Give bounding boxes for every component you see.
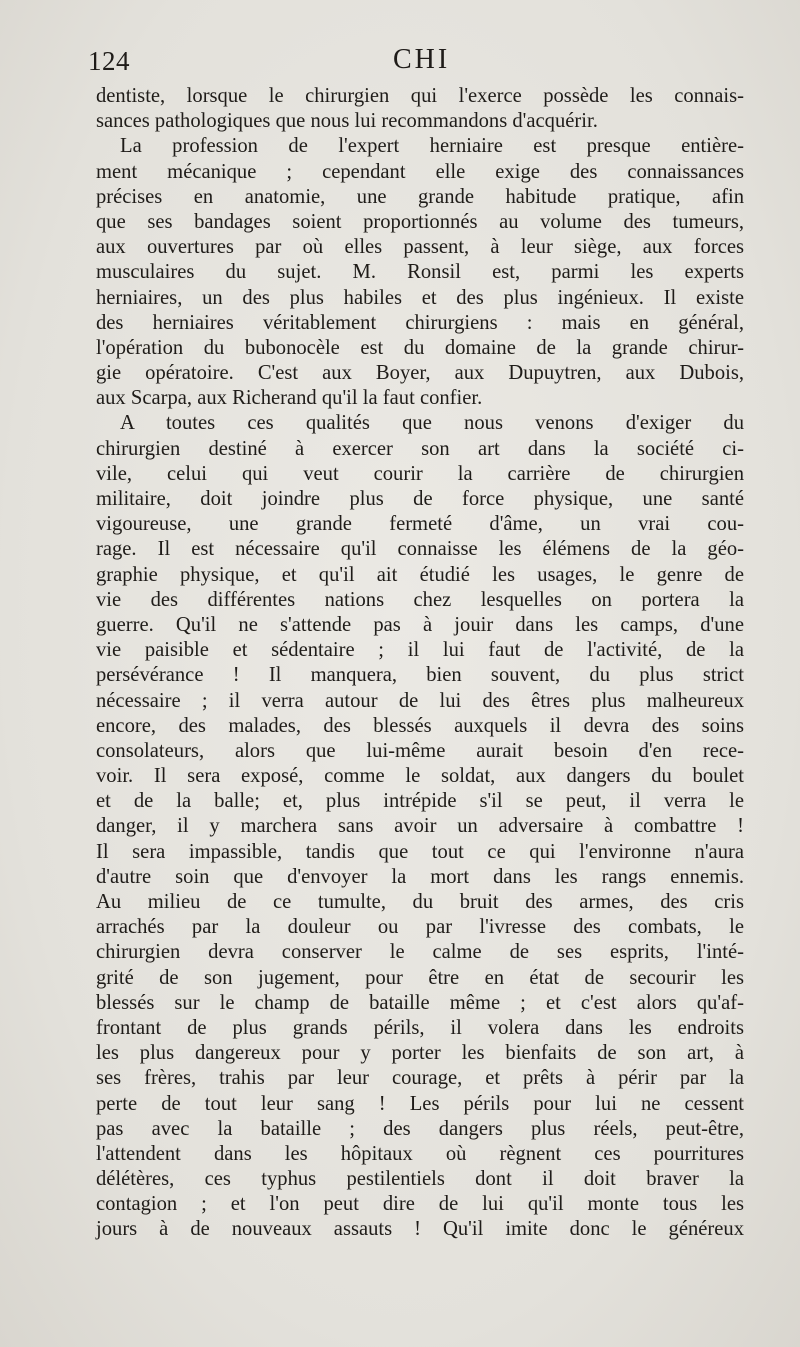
text-line: La profession de l'expert herniaire est presque entière- — [120, 135, 744, 158]
text-line: persévérance ! Il manquera, bien souvent, du plus strict — [96, 664, 744, 687]
text-line: militaire, doit joindre plus de force physique, une santé — [96, 488, 744, 510]
text-line: pas avec la bataille ; des dangers plus réels, peut-être, — [96, 1117, 744, 1140]
text-line: graphie physique, et qu'il ait étudié les usages, le genre de — [96, 563, 744, 586]
text-line: ses frères, trahis par leur courage, et prêts à périr par la — [96, 1067, 744, 1090]
page-header — [88, 44, 752, 84]
text-line: arrachés par la douleur ou par l'ivresse des combats, le — [96, 916, 744, 939]
text-line: sances pathologiques que nous lui recommandons d'acquérir. — [96, 110, 598, 133]
text-line: chirurgien devra conserver le calme de ses esprits, l'inté- — [96, 941, 744, 964]
text-line: consolateurs, alors que lui-même aurait besoin d'en rece- — [96, 739, 744, 762]
text-line: des herniaires véritablement chirurgiens : mais en général, — [96, 311, 744, 334]
text-line: Il sera impassible, tandis que tout ce qui l'environne n'aura — [96, 840, 744, 863]
text-line: gie opératoire. C'est aux Boyer, aux Dupuytren, aux Dubois, — [96, 362, 744, 385]
text-line: l'attendent dans les hôpitaux où règnent ces pourritures — [96, 1142, 744, 1165]
text-line: l'opération du bubonocèle est du domaine de la grande chirur- — [96, 336, 744, 359]
text-line: ment mécanique ; cependant elle exige des connaissances — [96, 160, 744, 183]
text-line: précises en anatomie, une grande habitude pratique, afin — [96, 185, 744, 208]
text-line: A toutes ces qualités que nous venons d'exiger du — [120, 412, 744, 435]
text-line: contagion ; et l'on peut dire de lui qu'il monte tous les — [96, 1193, 744, 1216]
text-line: encore, des malades, des blessés auxquels il devra des soins — [96, 714, 744, 737]
text-line: frontant de plus grands périls, il volera dans les endroits — [96, 1016, 744, 1039]
text-line: herniaires, un des plus habiles et des plus ingénieux. Il existe — [96, 286, 744, 309]
text-line: musculaires du sujet. M. Ronsil est, parmi les experts — [96, 261, 744, 284]
page-number: 124 — [88, 46, 130, 76]
text-line: et de la balle; et, plus intrépide s'il se peut, il verra le — [96, 790, 744, 813]
text-line: rage. Il est nécessaire qu'il connaisse les élémens de la géo- — [96, 538, 744, 561]
text-line: aux ouvertures par où elles passent, à leur siège, aux forces — [96, 236, 744, 259]
text-line: vigoureuse, une grande fermeté d'âme, un vrai cou- — [96, 513, 744, 536]
text-line: perte de tout leur sang ! Les périls pour lui ne cessent — [96, 1092, 744, 1115]
text-line: jours à de nouveaux assauts ! Qu'il imite donc le généreux — [96, 1218, 744, 1241]
running-head: CHI — [393, 44, 451, 75]
text-line: les plus dangereux pour y porter les bienfaits de son art, à — [96, 1042, 744, 1065]
text-line: que ses bandages soient proportionnés au volume des tumeurs, — [96, 210, 744, 233]
text-line: délétères, ces typhus pestilentiels dont il doit braver la — [96, 1168, 744, 1191]
text-line: vie paisible et sédentaire ; il lui faut de l'activité, de la — [96, 639, 744, 662]
text-line: dentiste, lorsque le chirurgien qui l'exerce possède les connais- — [96, 85, 744, 107]
text-line: aux Scarpa, aux Richerand qu'il la faut confier. — [96, 387, 483, 410]
text-line: blessés sur le champ de bataille même ; et c'est alors qu'af- — [96, 991, 744, 1014]
text-line: chirurgien destiné à exercer son art dans la société ci- — [96, 437, 744, 460]
body-text — [96, 84, 744, 1243]
text-line: Au milieu de ce tumulte, du bruit des armes, des cris — [96, 891, 744, 913]
text-line: nécessaire ; il verra autour de lui des êtres plus malheureux — [96, 689, 744, 712]
text-line: voir. Il sera exposé, comme le soldat, aux dangers du boulet — [96, 765, 744, 788]
text-line: vie des différentes nations chez lesquelles on portera la — [96, 588, 744, 611]
text-line: danger, il y marchera sans avoir un adversaire à combattre ! — [96, 815, 744, 838]
text-line: grité de son jugement, pour être en état de secourir les — [96, 966, 744, 989]
text-line: guerre. Qu'il ne s'attende pas à jouir dans les camps, d'une — [96, 613, 744, 636]
text-line: d'autre soin que d'envoyer la mort dans les rangs ennemis. — [96, 865, 744, 888]
text-line: vile, celui qui veut courir la carrière de chirurgien — [96, 462, 744, 485]
